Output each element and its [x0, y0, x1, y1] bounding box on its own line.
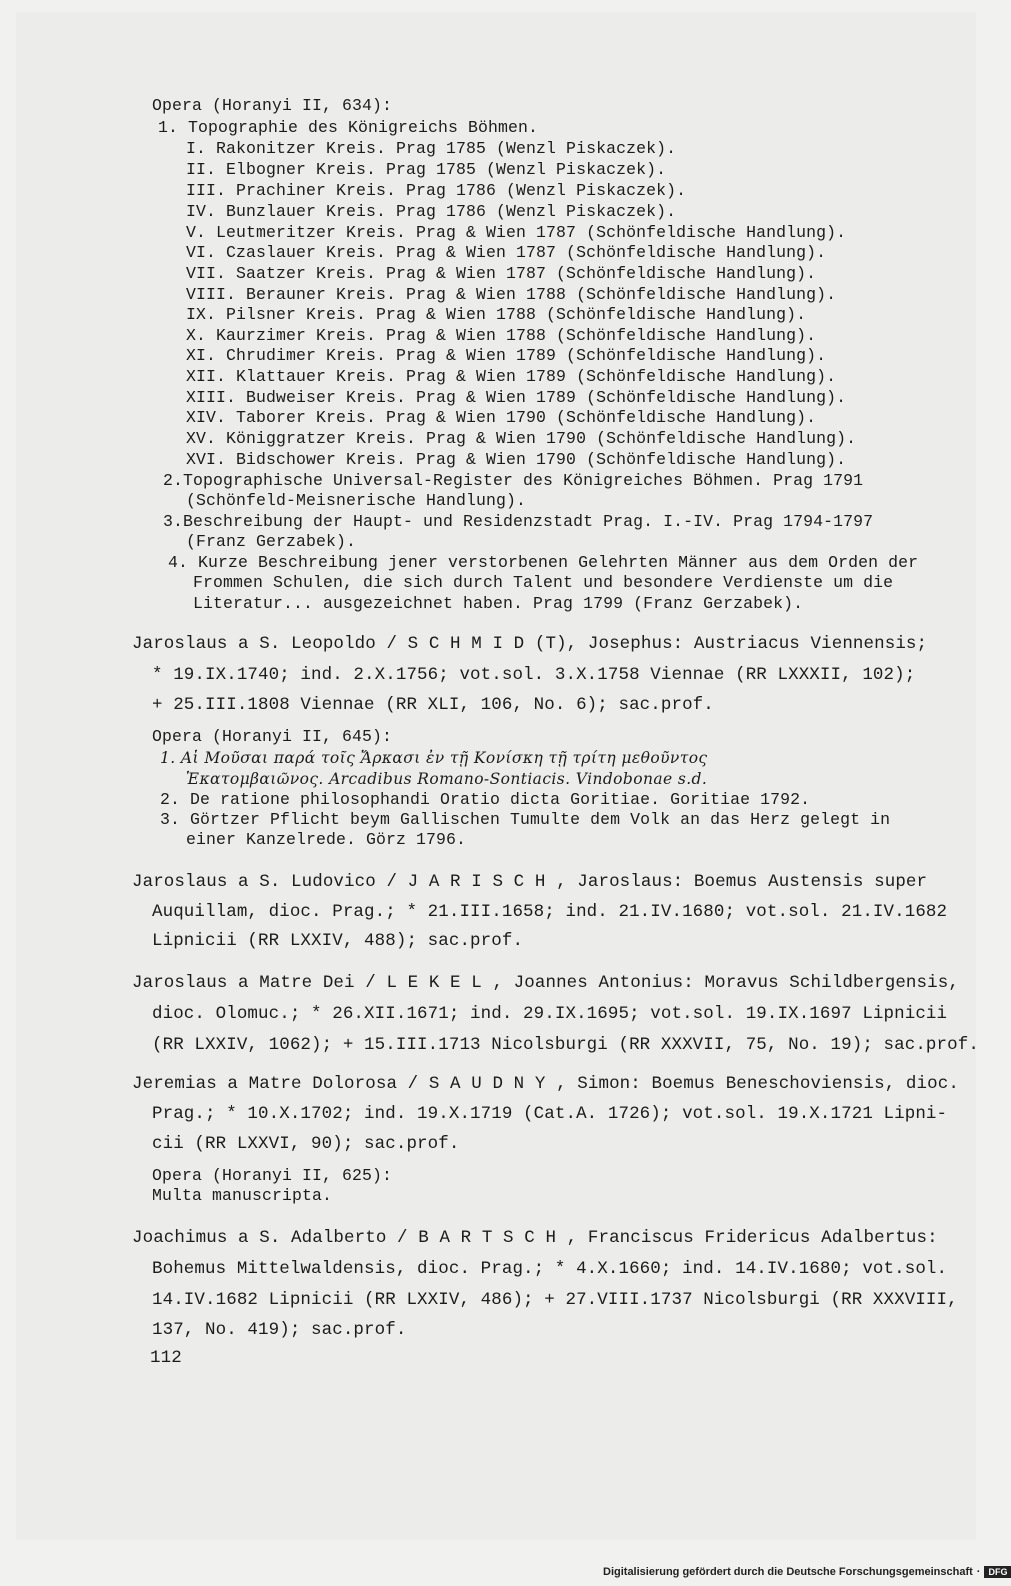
text-line: XVI. Bidschower Kreis. Prag & Wien 1790 (Schönfeldische Handlung).	[186, 450, 847, 469]
text-line: Literatur... ausgezeichnet haben. Prag 1799 (Franz Gerzabek).	[193, 594, 804, 613]
text-line: dioc. Olomuc.; * 26.XII.1671; ind. 29.IX.1695; vot.sol. 19.IX.1697 Lipnicii	[152, 1004, 948, 1024]
text-line: Multa manuscripta.	[152, 1186, 333, 1205]
dfg-logo: DFG	[984, 1566, 1011, 1578]
dot-separator: ·	[976, 1566, 981, 1578]
greek-title-line: 1. Aἱ Μοῦσαι παρά τοῖς Ἄρκασι ἐν τῇ Κονίσκη τῇ τρίτη μεθοῦντος	[160, 749, 708, 767]
text-line: XII. Klattauer Kreis. Prag & Wien 1789 (Schönfeldische Handlung).	[186, 367, 837, 386]
text-line: 3.Beschreibung der Haupt- und Residenzstadt Prag. I.-IV. Prag 1794-1797	[163, 512, 874, 531]
text-line: 4. Kurze Beschreibung jener verstorbenen Gelehrten Männer aus dem Orden der	[168, 553, 919, 572]
text-line: X. Kaurzimer Kreis. Prag & Wien 1788 (Schönfeldische Handlung).	[186, 326, 817, 345]
text-line: Auquillam, dioc. Prag.; * 21.III.1658; ind. 21.IV.1680; vot.sol. 21.IV.1682	[152, 902, 948, 922]
text-line: Opera (Horanyi II, 625):	[152, 1166, 393, 1185]
text-line: VI. Czaslauer Kreis. Prag & Wien 1787 (Schönfeldische Handlung).	[186, 243, 827, 262]
text-line: (Franz Gerzabek).	[186, 532, 357, 551]
text-line: 2. De ratione philosophandi Oratio dicta Goritiae. Goritiae 1792.	[160, 790, 811, 809]
text-line: Opera (Horanyi II, 645):	[152, 727, 393, 746]
text-line: 3. Görtzer Pflicht beym Gallischen Tumulte dem Volk an das Herz gelegt in	[160, 810, 891, 829]
text-line: Lipnicii (RR LXXIV, 488); sac.prof.	[152, 931, 524, 951]
text-line: VII. Saatzer Kreis. Prag & Wien 1787 (Schönfeldische Handlung).	[186, 264, 817, 283]
entry-heading-jarisch: Jaroslaus a S. Ludovico / J A R I S C H , Jaroslaus: Boemus Austensis super	[132, 872, 928, 892]
text-line: einer Kanzelrede. Görz 1796.	[186, 830, 467, 849]
text-line: IX. Pilsner Kreis. Prag & Wien 1788 (Schönfeldische Handlung).	[186, 305, 807, 324]
text-line: XIV. Taborer Kreis. Prag & Wien 1790 (Schönfeldische Handlung).	[186, 408, 817, 427]
text-line: Frommen Schulen, die sich durch Talent und besondere Verdienste um die	[193, 573, 894, 592]
text-line: IV. Bunzlauer Kreis. Prag 1786 (Wenzl Piskaczek).	[186, 202, 677, 221]
text-line: XIII. Budweiser Kreis. Prag & Wien 1789 (Schönfeldische Handlung).	[186, 388, 847, 407]
text-line: Opera (Horanyi II, 634):	[152, 96, 393, 115]
text-line: (Schönfeld-Meisnerische Handlung).	[186, 491, 527, 510]
text-line: * 19.IX.1740; ind. 2.X.1756; vot.sol. 3.X.1758 Viennae (RR LXXXII, 102);	[152, 665, 916, 685]
text-line: II. Elbogner Kreis. Prag 1785 (Wenzl Piskaczek).	[186, 160, 667, 179]
text-line: 1. Topographie des Königreichs Böhmen.	[158, 118, 539, 137]
text-line: III. Prachiner Kreis. Prag 1786 (Wenzl Piskaczek).	[186, 181, 687, 200]
entry-heading-schmid: Jaroslaus a S. Leopoldo / S C H M I D (T), Josephus: Austriacus Viennensis;	[132, 634, 928, 654]
text-line: cii (RR LXXVI, 90); sac.prof.	[152, 1134, 460, 1154]
text-line: I. Rakonitzer Kreis. Prag 1785 (Wenzl Piskaczek).	[186, 139, 677, 158]
text-line: XI. Chrudimer Kreis. Prag & Wien 1789 (Schönfeldische Handlung).	[186, 346, 827, 365]
text-line: + 25.III.1808 Viennae (RR XLI, 106, No. 6); sac.prof.	[152, 695, 714, 715]
entry-heading-lekel: Jaroslaus a Matre Dei / L E K E L , Joannes Antonius: Moravus Schildbergensis,	[132, 973, 959, 993]
text-line: 2.Topographische Universal-Register des Königreiches Böhmen. Prag 1791	[163, 471, 864, 490]
text-line: XV. Königgratzer Kreis. Prag & Wien 1790 (Schönfeldische Handlung).	[186, 429, 857, 448]
text-line: (RR LXXIV, 1062); + 15.III.1713 Nicolsburgi (RR XXXVII, 75, No. 19); sac.prof.	[152, 1035, 979, 1055]
entry-heading-bartsch: Joachimus a S. Adalberto / B A R T S C H , Franciscus Fridericus Adalbertus:	[132, 1228, 938, 1248]
text-line: Bohemus Mittelwaldensis, dioc. Prag.; * 4.X.1660; ind. 14.IV.1680; vot.sol.	[152, 1259, 948, 1279]
text-line: V. Leutmeritzer Kreis. Prag & Wien 1787 (Schönfeldische Handlung).	[186, 223, 847, 242]
greek-title-line: Ἑκατομβαιῶνος. Arcadibus Romano-Sontiacis. Vindobonae s.d.	[186, 770, 708, 788]
text-line: 14.IV.1682 Lipnicii (RR LXXIV, 486); + 27.VIII.1737 Nicolsburgi (RR XXXVIII,	[152, 1290, 958, 1310]
page-number: 112	[150, 1348, 182, 1368]
text-line: 137, No. 419); sac.prof.	[152, 1320, 407, 1340]
text-line: Prag.; * 10.X.1702; ind. 19.X.1719 (Cat.A. 1726); vot.sol. 19.X.1721 Lipni-	[152, 1104, 948, 1124]
text-line: VIII. Berauner Kreis. Prag & Wien 1788 (Schönfeldische Handlung).	[186, 285, 837, 304]
digitization-footer	[603, 1563, 1011, 1581]
entry-heading-saudny: Jeremias a Matre Dolorosa / S A U D N Y , Simon: Boemus Beneschoviensis, dioc.	[132, 1074, 959, 1094]
footer-text: Digitalisierung gefördert durch die Deutsche Forschungsgemeinschaft	[603, 1566, 973, 1578]
